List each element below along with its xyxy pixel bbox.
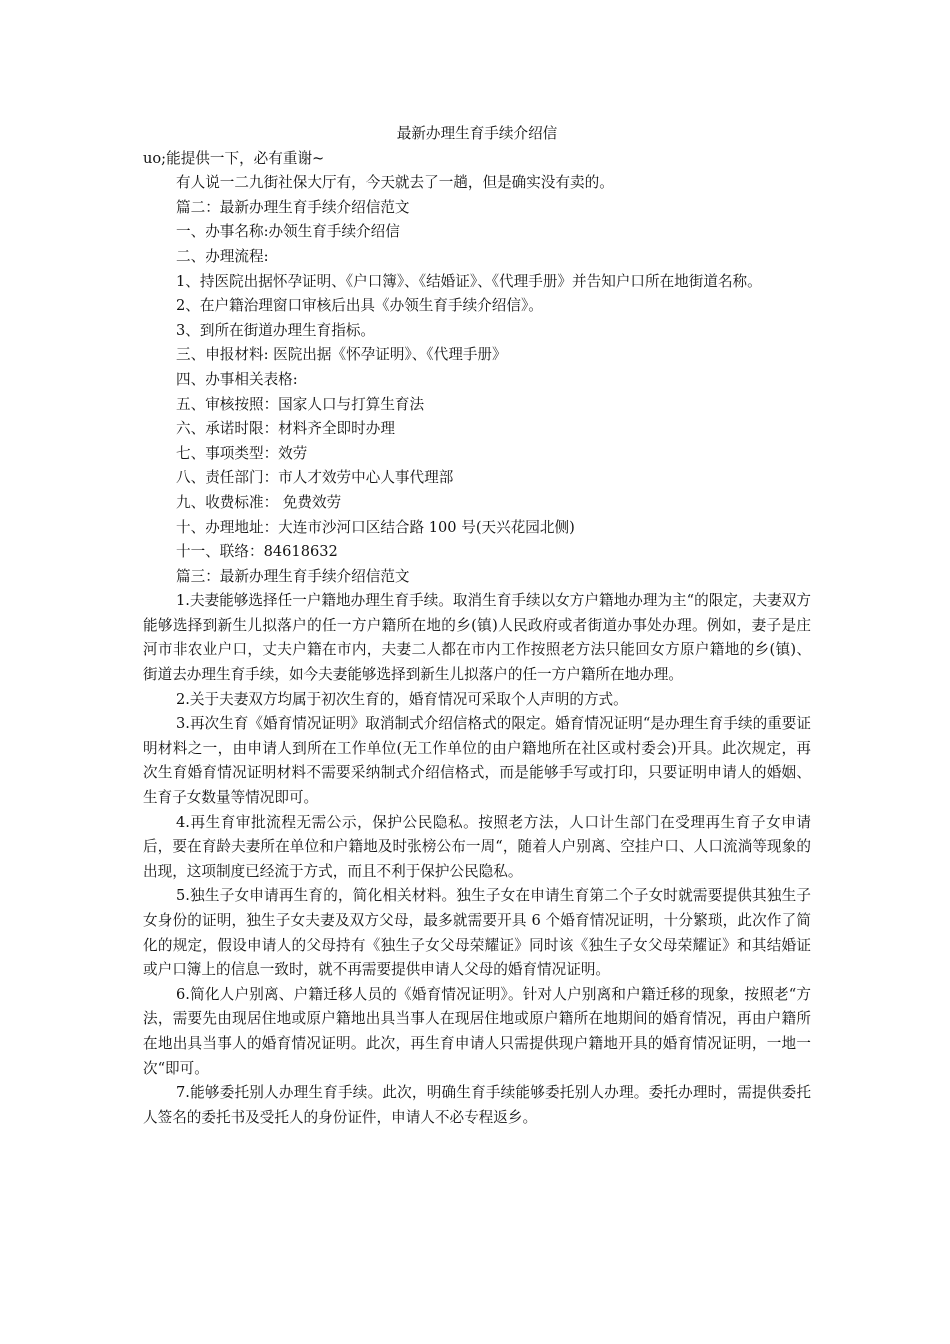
list-item: 二、办理流程:	[176, 247, 269, 265]
list-item: 1、持医院出据怀孕证明、《户口簿》、《结婚证》、《代理手册》并告知户口所在地街道名称。	[176, 272, 762, 290]
paragraph: 6.简化人户别离、户籍迁移人员的《婚育情况证明》。针对人户别离和户籍迁移的现象，按照老“方法，需要先由现居住地或原户籍地出具当事人在现居住地或原户籍所在地期间的婚育情况，再由户籍所在地出具当事人的婚育情况证明。此次，再生育申请人只需提供现户籍地开具的婚育情况证明，一地一次“即可。	[143, 985, 811, 1077]
list-item: 2、在户籍治理窗口审核后出具《办领生育手续介绍信》。	[176, 297, 543, 315]
paragraph: 1.夫妻能够选择任一户籍地办理生育手续。取消生育手续以女方户籍地办理为主“的限定，夫妻双方能够选择到新生儿拟落户的任一方户籍所在地的乡(镇)人民政府或者街道办事处办理。例如，妻子是庄河市非农业户口，丈夫户籍在市内，夫妻二人都在市内工作按照老方法只能回女方原户籍地的乡(镇)、街道去办理生育手续，如今夫妻能够选择到新生儿拟落户的任一方户籍所在地办理。	[143, 592, 811, 684]
paragraph: 3.再次生育《婚育情况证明》取消制式介绍信格式的限定。婚育情况证明“是办理生育手续的重要证明材料之一，由申请人到所在工作单位(无工作单位的由户籍地所在社区或村委会)开具。此次规定，再次生育婚育情况证明材料不需要采纳制式介绍信格式，而是能够手写或打印，只要证明申请人的婚姻、生育子女数量等情况即可。	[143, 715, 811, 807]
document-page	[143, 122, 811, 1130]
paragraph: 2.关于夫妻双方均属于初次生育的，婚育情况可采取个人声明的方式。	[176, 690, 628, 708]
paragraph: 5.独生子女申请再生育的，简化相关材料。独生子女在申请生育第二个子女时就需要提供其独生子女身份的证明，独生子女夫妻及双方父母，最多就需要开具 6 个婚育情况证明，十分繁琐，此次作了简化的规定，假设申请人的父母持有《独生子女父母荣耀证》同时该《独生子女父母荣耀证》和其结婚证或户口簿上的信息一致时，就不再需要提供申请人父母的婚育情况证明。	[143, 887, 811, 979]
paragraph: 4.再生育审批流程无需公示，保护公民隐私。按照老方法，人口计生部门在受理再生育子女申请后，要在育龄夫妻所在单位和户籍地及时张榜公布一周“，随着人户别离、空挂户口、人口流淌等现象的出现，这项制度已经流于方式，而且不利于保护公民隐私。	[143, 813, 811, 880]
list-item: 十、办理地址：大连市沙河口区结合路 100 号(天兴花园北侧)	[176, 518, 575, 536]
paragraph-intro: uo;能提供一下，必有重谢~	[143, 149, 325, 167]
paragraph: 有人说一二九街社保大厅有，今天就去了一趟，但是确实没有卖的。	[176, 174, 614, 192]
list-item: 四、办事相关表格:	[176, 370, 298, 388]
list-item: 3、到所在街道办理生育指标。	[176, 321, 376, 339]
section-heading: 篇三：最新办理生育手续介绍信范文	[176, 567, 410, 585]
document-title: 最新办理生育手续介绍信	[396, 125, 558, 142]
list-item: 六、承诺时限：材料齐全即时办理	[176, 420, 395, 438]
list-item: 八、责任部门：市人才效劳中心人事代理部	[176, 469, 454, 487]
paragraph: 7.能够委托别人办理生育手续。此次，明确生育手续能够委托别人办理。委托办理时，需提供委托人签名的委托书及受托人的身份证件，申请人不必专程返乡。	[143, 1084, 811, 1126]
list-item: 一、办事名称:办领生育手续介绍信	[176, 223, 400, 241]
list-item: 三、申报材料: 医院出据《怀孕证明》、《代理手册》	[176, 346, 507, 364]
list-item: 五、审核按照：国家人口与打算生育法	[176, 395, 425, 413]
list-item: 九、收费标准： 免费效劳	[176, 493, 342, 511]
list-item: 七、事项类型：效劳	[176, 444, 308, 462]
list-item: 十一、联络：84618632	[176, 543, 338, 561]
section-heading: 篇二：最新办理生育手续介绍信范文	[176, 198, 410, 216]
